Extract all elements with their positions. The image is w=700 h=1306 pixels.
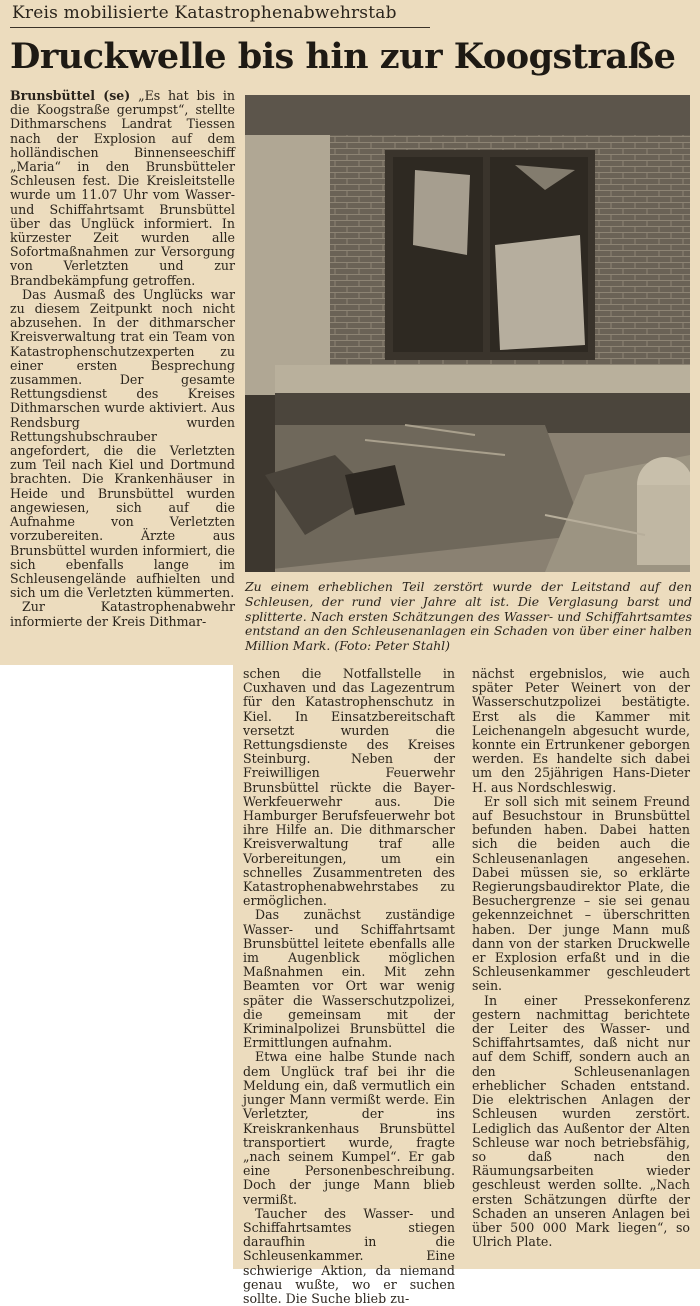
damaged-control-station-photo (245, 95, 690, 572)
paragraph: Er soll sich mit seinem Freund auf Besuchstour in Brunsbüttel befunden haben. Dabei hatten sich die beiden auch die Schleusenanlagen angesehen. Dabei müssen sie, so erklärte Regierungsbaudirektor Plate, die Besuchergrenze – sie sei genau gekennzeichnet – überschritten haben. Der junge Mann muß dann von der starken Druckwelle er Explosion erfaßt und in die Schleusenkammer geschleudert sein. (472, 793, 690, 994)
paragraph: Etwa eine halbe Stunde nach dem Unglück traf bei ihr die Meldung ein, daß vermutlich ein junger Mann vermißt werde. Ein Verletzter, der ins Kreiskrankenhaus Brunsbüttel transportiert wurde, fragte „nach seinem Kumpel“. Er gab eine Personenbeschreibung. Doch der junge Mann blieb vermißt. (243, 1049, 455, 1207)
article-kicker: Kreis mobilisierte Katastrophenabwehrstab (12, 3, 397, 23)
paragraph: nächst ergebnislos, wie auch später Peter Weinert von der Wasserschutzpolizei bestätigte. Erst als die Kammer mit Leichenangeln abgesucht wurde, konnte ein Ertrunkener geborgen werden. Es handelte sich dabei um den 25jährigen Hans-Dieter H. aus Nordschleswig. (472, 666, 690, 795)
paragraph: Das Ausmaß des Unglücks war zu diesem Zeitpunkt noch nicht abzusehen. In der dithmarscher Kreisverwaltung trat ein Team von Katastrophenschutzexperten zu einer ersten Besprechung zusammen. Der gesamte Rettungsdienst des Kreises Dithmarschen wurde aktiviert. Aus Rendsburg wurden Rettungshubschrauber angefordert, die die Verletzten zum Teil nach Kiel und Dortmund brachten. Die Krankenhäuser in Heide und Brunsbüttel wurden angewiesen, sich auf die Aufnahme von Verletzten vorzubereiten. Ärzte aus Brunsbüttel wurden informiert, die sich ebenfalls lange im Schleusengelände aufhielten und sich um die Verletzten kümmerten. (10, 286, 235, 601)
article-column-2 (243, 667, 455, 1306)
paragraph-text: „Es hat bis in die Koogstraße gerumpst“, stellte Dithmarschens Landrat Tiessen nach der Explosion auf dem holländischen Binnenseeschiff „Maria“ in den Brunsbütteler Schleusen fest. Die Kreisleitstelle wurde um 11.07 Uhr vom Wasser- und Schiffahrtsamt Brunsbüttel über das Unglück informiert. In kürzester Zeit wurden alle Sofortmaßnahmen zur Versorgung von Verletzten und zur Brandbekämpfung getroffen. (10, 88, 235, 288)
paragraph: In einer Pressekonferenz gestern nachmittag berichtete der Leiter des Wasser- und Schiffahrtsamtes, daß nicht nur auf dem Schiff, sondern auch an den Schleusenanlagen erheblicher Schaden entstand. Die elektrischen Anlagen der Schleusen wurden zerstört. Lediglich das Außentor der Alten Schleuse war noch betriebsfähig, so daß nach den Räumungsarbeiten wieder geschleust werden sollte. „Nach ersten Schätzungen dürfte der Schaden an unseren Anlagen bei über 500 000 Mark liegen“, so Ulrich Plate. (472, 992, 690, 1250)
article-photo (245, 95, 690, 572)
paragraph: Zur Katastrophenabwehr informierte der Kreis Dithmar- (10, 599, 235, 629)
dateline: Brunsbüttel (se) (10, 88, 131, 103)
article-headline: Druckwelle bis hin zur Koogstraße (10, 36, 676, 77)
paragraph: schen die Notfallstelle in Cuxhaven und das Lagezentrum für den Katastrophenschutz in Kiel. In Einsatzbereitschaft versetzt wurden die Rettungsdienste des Kreises Steinburg. Neben der Freiwilligen Feuerwehr Brunsbüttel rückte die Bayer-Werkfeuerwehr aus. Die Hamburger Berufsfeuerwehr bot ihre Hilfe an. Die dithmarscher Kreisverwaltung traf alle Vorbereitungen, um ein schnelles Zusammentreten des Katastrophenabwehrstabes zu ermöglichen. (243, 666, 455, 909)
paragraph (10, 89, 235, 288)
article-column-3 (472, 667, 690, 1249)
paragraph: Taucher des Wasser- und Schiffahrtsamtes stiegen daraufhin in die Schleusenkammer. Eine schwierige Aktion, da niemand genau wußte, wo er suchen sollte. Die Suche blieb zu- (243, 1205, 455, 1306)
kicker-underline (10, 27, 430, 28)
photo-caption: Zu einem erheblichen Teil zerstört wurde der Leitstand auf den Schleusen, der rund vier Jahre alt ist. Die Verglasung barst und splitterte. Nach ersten Schätzungen des Wasser- und Schiffahrtsamtes entstand an den Schleusenanlagen ein Schaden von über einer halben Million Mark. (Foto: Peter Stahl) (245, 579, 692, 654)
paragraph: Das zunächst zuständige Wasser- und Schiffahrtsamt Brunsbüttel leitete ebenfalls alle im Augenblick möglichen Maßnahmen ein. Mit zehn Beamten vor Ort war wenig später die Wasserschutzpolizei, die gemeinsam mit der Kriminalpolizei Brunsbüttel die Ermittlungen aufnahm. (243, 907, 455, 1051)
article-column-1 (10, 89, 235, 629)
